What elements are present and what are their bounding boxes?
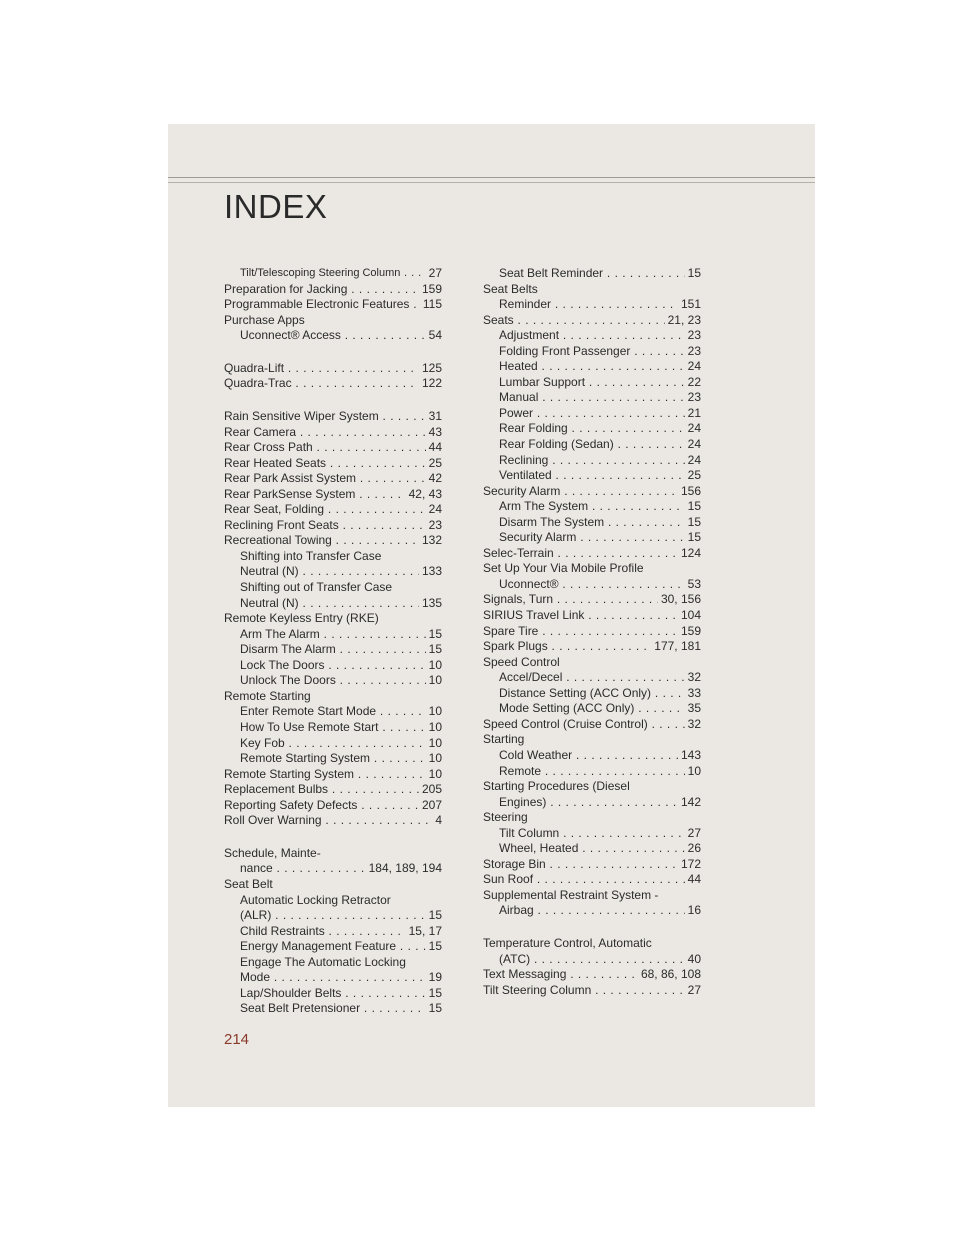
index-entry-term: Mode Setting (ACC Only) . . . [499, 701, 701, 717]
index-entry-page: 205 [419, 782, 442, 798]
index-entry-page: 25 [685, 468, 701, 484]
index-entry [224, 471, 442, 487]
index-entry-term: Reclining . . . [499, 453, 701, 469]
index-entry [224, 689, 442, 705]
index-entry-page: 15 [426, 642, 442, 658]
index-page [168, 124, 815, 1107]
index-entry-term: Storage Bin . . . [483, 857, 701, 873]
index-entry [224, 627, 442, 643]
index-entry-term: Distance Setting (ACC Only) . . . [499, 686, 701, 702]
index-entry [224, 704, 442, 720]
index-entry [483, 406, 701, 422]
index-entry-page: 15 [685, 515, 701, 531]
index-entry-term: Lock The Doors . . . [240, 658, 442, 674]
index-entry-term: Shifting into Transfer Case [240, 548, 382, 563]
index-entry [224, 297, 442, 313]
index-entry [483, 764, 701, 780]
index-entry [483, 577, 701, 593]
index-entry-term: Adjustment . . . [499, 328, 701, 344]
index-entry [483, 546, 701, 562]
index-entry-term: Wheel, Heated . . . [499, 841, 701, 857]
index-entry-page: 15 [426, 986, 442, 1002]
index-entry-term: Selec-Terrain . . . [483, 546, 701, 562]
index-entry-page: 24 [685, 437, 701, 453]
index-entry [224, 549, 442, 565]
index-entry [224, 611, 442, 627]
index-entry-term: Reclining Front Seats . . . [224, 518, 442, 534]
index-entry-page: 30, 156 [658, 592, 701, 608]
index-entry-term: Tilt/Telescoping Steering Column . . . [240, 266, 442, 282]
index-entry-term: Speed Control [483, 654, 560, 669]
index-entry-page: 10 [426, 658, 442, 674]
index-entry-page: 16 [685, 903, 701, 919]
index-entry-term: Disarm The System . . . [499, 515, 701, 531]
index-entry-page: 32 [685, 670, 701, 686]
index-entry [483, 328, 701, 344]
index-entry-page: 42, 43 [406, 487, 442, 503]
index-entry [224, 924, 442, 940]
index-column-left [224, 266, 442, 1017]
index-entry-page: 53 [685, 577, 701, 593]
index-entry [224, 376, 442, 392]
index-entry-term: Uconnect® Access . . . [240, 328, 442, 344]
index-entry [483, 888, 701, 904]
index-entry [483, 748, 701, 764]
index-entry [224, 813, 442, 829]
index-entry-term: Lumbar Support . . . [499, 375, 701, 391]
index-entry [483, 826, 701, 842]
index-entry [224, 328, 442, 344]
index-entry [483, 841, 701, 857]
index-entry [483, 732, 701, 748]
index-entry [224, 955, 442, 971]
index-entry-page: 23 [685, 390, 701, 406]
page-number: 214 [224, 1031, 250, 1048]
index-entry [224, 642, 442, 658]
index-entry-term: Seats . . . [483, 313, 701, 329]
index-entry-term: Engage The Automatic Locking [240, 954, 406, 969]
index-entry-page: 132 [419, 533, 442, 549]
index-entry [483, 810, 701, 826]
index-entry [483, 266, 701, 282]
index-entry-term: Set Up Your Via Mobile Profile [483, 561, 644, 576]
index-entry-page: 24 [685, 359, 701, 375]
index-entry-page: 122 [419, 376, 442, 392]
index-entry-page: 54 [426, 328, 442, 344]
index-entry-term: Rear ParkSense System . . . [224, 487, 442, 503]
index-entry-page: 10 [426, 704, 442, 720]
index-entry [483, 717, 701, 733]
index-entry-page: 24 [685, 421, 701, 437]
index-entry [483, 592, 701, 608]
header-rule-bottom [168, 182, 815, 183]
index-entry-term: Recreational Towing . . . [224, 533, 442, 549]
index-entry-term: Security Alarm . . . [483, 484, 701, 500]
index-entry [224, 313, 442, 329]
index-entry [483, 453, 701, 469]
index-entry-term: Ventilated . . . [499, 468, 701, 484]
index-entry [224, 798, 442, 814]
index-entry-term: Remote Keyless Entry (RKE) [224, 611, 379, 626]
index-entry-term: Starting [483, 732, 525, 747]
index-entry [224, 502, 442, 518]
index-entry-page: 177, 181 [651, 639, 701, 655]
index-entry [224, 361, 442, 377]
index-spacer [224, 344, 442, 361]
index-entry [224, 518, 442, 534]
index-entry-term: nance . . . [240, 861, 442, 877]
index-entry-term: Cold Weather . . . [499, 748, 701, 764]
header-rule-top [168, 177, 815, 178]
index-entry-term: Rear Seat, Folding . . . [224, 502, 442, 518]
index-entry-page: 68, 86, 108 [638, 967, 701, 983]
index-entry [224, 782, 442, 798]
index-entry [483, 421, 701, 437]
index-entry-page: 207 [419, 798, 442, 814]
index-entry [224, 409, 442, 425]
index-entry-page: 22 [685, 375, 701, 391]
index-column-right [483, 266, 701, 998]
index-entry-term: Engines) . . . [499, 795, 701, 811]
index-entry-term: Heated . . . [499, 359, 701, 375]
index-entry-term: Preparation for Jacking . . . [224, 282, 442, 298]
index-entry-term: Steering [483, 810, 528, 825]
index-entry-term: Folding Front Passenger . . . [499, 344, 701, 360]
index-entry [483, 655, 701, 671]
index-entry [224, 673, 442, 689]
index-entry [483, 857, 701, 873]
index-entry-term: Speed Control (Cruise Control) . . . [483, 717, 701, 733]
index-entry-page: 10 [426, 767, 442, 783]
index-entry-page: 10 [426, 673, 442, 689]
index-entry-page: 32 [685, 717, 701, 733]
index-entry [483, 390, 701, 406]
index-entry-page: 124 [678, 546, 701, 562]
index-entry-term: Key Fob . . . [240, 736, 442, 752]
index-entry-page: 19 [426, 970, 442, 986]
index-entry-page: 44 [426, 440, 442, 456]
index-entry-term: Reminder . . . [499, 297, 701, 313]
index-entry-term: Tilt Column . . . [499, 826, 701, 842]
index-entry [224, 846, 442, 862]
index-entry-term: Reporting Safety Defects . . . [224, 798, 442, 814]
index-entry [483, 515, 701, 531]
index-entry-term: Child Restraints . . . [240, 924, 442, 940]
index-entry-page: 142 [678, 795, 701, 811]
index-entry-page: 15 [685, 499, 701, 515]
index-entry-page: 172 [678, 857, 701, 873]
index-entry-page: 42 [426, 471, 442, 487]
index-entry-term: Unlock The Doors . . . [240, 673, 442, 689]
index-entry-term: Automatic Locking Retractor [240, 892, 391, 907]
index-entry-term: Remote Starting System . . . [240, 751, 442, 767]
index-entry-term: Schedule, Mainte- [224, 845, 321, 860]
index-entry-term: Uconnect® . . . [499, 577, 701, 593]
index-entry-term: Manual . . . [499, 390, 701, 406]
index-entry [483, 297, 701, 313]
index-entry-term: Quadra-Lift . . . [224, 361, 442, 377]
index-entry [224, 861, 442, 877]
index-entry-page: 27 [426, 266, 442, 282]
index-entry-page: 4 [432, 813, 442, 829]
index-entry-page: 23 [426, 518, 442, 534]
index-entry-term: Rear Heated Seats . . . [224, 456, 442, 472]
index-entry [483, 484, 701, 500]
index-entry [483, 624, 701, 640]
index-entry-page: 15 [685, 266, 701, 282]
index-entry-term: Text Messaging . . . [483, 967, 701, 983]
index-entry-term: Signals, Turn . . . [483, 592, 701, 608]
index-entry-term: SIRIUS Travel Link . . . [483, 608, 701, 624]
index-entry-term: Temperature Control, Automatic [483, 936, 652, 951]
index-entry-term: Remote Starting System . . . [224, 767, 442, 783]
index-entry [483, 313, 701, 329]
index-entry-page: 15 [426, 908, 442, 924]
index-entry [483, 344, 701, 360]
index-entry-term: Rear Park Assist System . . . [224, 471, 442, 487]
index-entry [224, 425, 442, 441]
index-entry-term: Remote . . . [499, 764, 701, 780]
index-entry-term: Spark Plugs . . . [483, 639, 701, 655]
index-entry [224, 720, 442, 736]
index-entry-page: 31 [426, 409, 442, 425]
index-spacer [224, 392, 442, 409]
index-entry [224, 893, 442, 909]
index-entry [483, 375, 701, 391]
index-entry [483, 639, 701, 655]
index-entry-term: Rain Sensitive Wiper System . . . [224, 409, 442, 425]
page-title: INDEX [224, 188, 328, 225]
index-entry [224, 533, 442, 549]
index-entry [483, 936, 701, 952]
index-entry-page: 15 [426, 627, 442, 643]
index-entry-page: 133 [419, 564, 442, 580]
index-entry [224, 440, 442, 456]
index-entry-term: (ALR) . . . [240, 908, 442, 924]
index-entry [483, 795, 701, 811]
index-entry [224, 908, 442, 924]
index-entry-term: Power . . . [499, 406, 701, 422]
index-entry-term: Rear Folding (Sedan) . . . [499, 437, 701, 453]
index-entry-term: Seat Belt Pretensioner . . . [240, 1001, 442, 1017]
index-entry [224, 736, 442, 752]
index-entry [224, 282, 442, 298]
index-entry-page: 10 [426, 736, 442, 752]
index-entry-page: 151 [678, 297, 701, 313]
index-entry-page: 10 [426, 720, 442, 736]
index-entry-term: Starting Procedures (Diesel [483, 779, 630, 794]
index-entry-page: 125 [419, 361, 442, 377]
index-entry [483, 779, 701, 795]
index-entry-page: 26 [685, 841, 701, 857]
index-entry-page: 10 [685, 764, 701, 780]
index-entry-page: 21 [685, 406, 701, 422]
index-entry-page: 33 [685, 686, 701, 702]
index-entry-page: 27 [685, 983, 701, 999]
index-entry [483, 608, 701, 624]
index-spacer [224, 829, 442, 846]
index-entry-term: Programmable Electronic Features . . . [224, 297, 442, 313]
index-entry [224, 580, 442, 596]
index-entry [224, 751, 442, 767]
index-entry-term: Shifting out of Transfer Case [240, 580, 393, 595]
index-entry-page: 159 [678, 624, 701, 640]
index-entry-term: Replacement Bulbs . . . [224, 782, 442, 798]
index-entry-term: Quadra-Trac . . . [224, 376, 442, 392]
index-entry [224, 970, 442, 986]
index-entry-term: Energy Management Feature . . . [240, 939, 442, 955]
index-entry-term: Seat Belt [224, 876, 273, 891]
index-entry [224, 986, 442, 1002]
index-entry-page: 143 [678, 748, 701, 764]
index-entry-term: Tilt Steering Column . . . [483, 983, 701, 999]
index-entry [224, 1001, 442, 1017]
index-entry [483, 967, 701, 983]
index-entry-term: Rear Cross Path . . . [224, 440, 442, 456]
index-entry-page: 15, 17 [406, 924, 442, 940]
index-entry [224, 564, 442, 580]
index-entry-page: 115 [420, 297, 442, 313]
index-entry-term: Airbag . . . [499, 903, 701, 919]
index-entry [483, 359, 701, 375]
index-entry-page: 104 [678, 608, 701, 624]
index-entry-term: Sun Roof . . . [483, 872, 701, 888]
index-entry [483, 983, 701, 999]
index-entry [483, 530, 701, 546]
index-entry-page: 15 [426, 1001, 442, 1017]
index-entry [483, 872, 701, 888]
index-entry-term: Seat Belts [483, 281, 538, 296]
index-entry-term: Roll Over Warning . . . [224, 813, 442, 829]
index-entry [483, 561, 701, 577]
index-entry [224, 877, 442, 893]
index-entry-page: 24 [426, 502, 442, 518]
index-entry-page: 21, 23 [665, 313, 701, 329]
index-entry-page: 15 [426, 939, 442, 955]
index-entry-term: Seat Belt Reminder . . . [499, 266, 701, 282]
index-entry [483, 468, 701, 484]
index-entry-term: Rear Folding . . . [499, 421, 701, 437]
index-entry-page: 23 [685, 344, 701, 360]
index-entry-term: Disarm The Alarm . . . [240, 642, 442, 658]
index-entry-term: Arm The System . . . [499, 499, 701, 515]
index-entry [483, 282, 701, 298]
index-entry-page: 40 [685, 952, 701, 968]
index-entry-page: 135 [419, 596, 442, 612]
index-entry [483, 701, 701, 717]
index-entry [224, 939, 442, 955]
index-entry-term: Rear Camera . . . [224, 425, 442, 441]
index-entry-term: (ATC) . . . [499, 952, 701, 968]
index-entry-page: 24 [685, 453, 701, 469]
index-entry-page: 156 [678, 484, 701, 500]
index-entry-term: Remote Starting [224, 688, 311, 703]
index-entry-page: 44 [685, 872, 701, 888]
index-entry [483, 952, 701, 968]
index-entry [483, 903, 701, 919]
index-entry [483, 499, 701, 515]
index-entry-term: How To Use Remote Start . . . [240, 720, 442, 736]
index-entry [224, 487, 442, 503]
index-entry-page: 15 [685, 530, 701, 546]
index-entry [483, 670, 701, 686]
index-entry-page: 159 [419, 282, 442, 298]
index-entry-term: Enter Remote Start Mode . . . [240, 704, 442, 720]
index-entry-page: 35 [685, 701, 701, 717]
index-entry-term: Security Alarm . . . [499, 530, 701, 546]
index-entry-term: Lap/Shoulder Belts . . . [240, 986, 442, 1002]
index-entry-term: Spare Tire . . . [483, 624, 701, 640]
index-entry-page: 25 [426, 456, 442, 472]
index-entry [483, 437, 701, 453]
index-entry-term: Accel/Decel . . . [499, 670, 701, 686]
index-entry-term: Arm The Alarm . . . [240, 627, 442, 643]
index-entry [224, 266, 442, 282]
index-entry [224, 596, 442, 612]
index-entry-page: 43 [426, 425, 442, 441]
index-entry [483, 686, 701, 702]
index-entry-page: 184, 189, 194 [366, 861, 442, 877]
index-entry [224, 658, 442, 674]
index-entry-term: Neutral (N) . . . [240, 596, 442, 612]
index-entry [224, 767, 442, 783]
index-entry-page: 10 [426, 751, 442, 767]
index-spacer [483, 919, 701, 936]
index-entry-term: Mode . . . [240, 970, 442, 986]
index-entry-term: Purchase Apps [224, 312, 305, 327]
index-entry-term: Neutral (N) . . . [240, 564, 442, 580]
index-entry-page: 23 [685, 328, 701, 344]
index-entry-page: 27 [685, 826, 701, 842]
index-entry-term: Supplemental Restraint System - [483, 887, 659, 902]
index-entry [224, 456, 442, 472]
